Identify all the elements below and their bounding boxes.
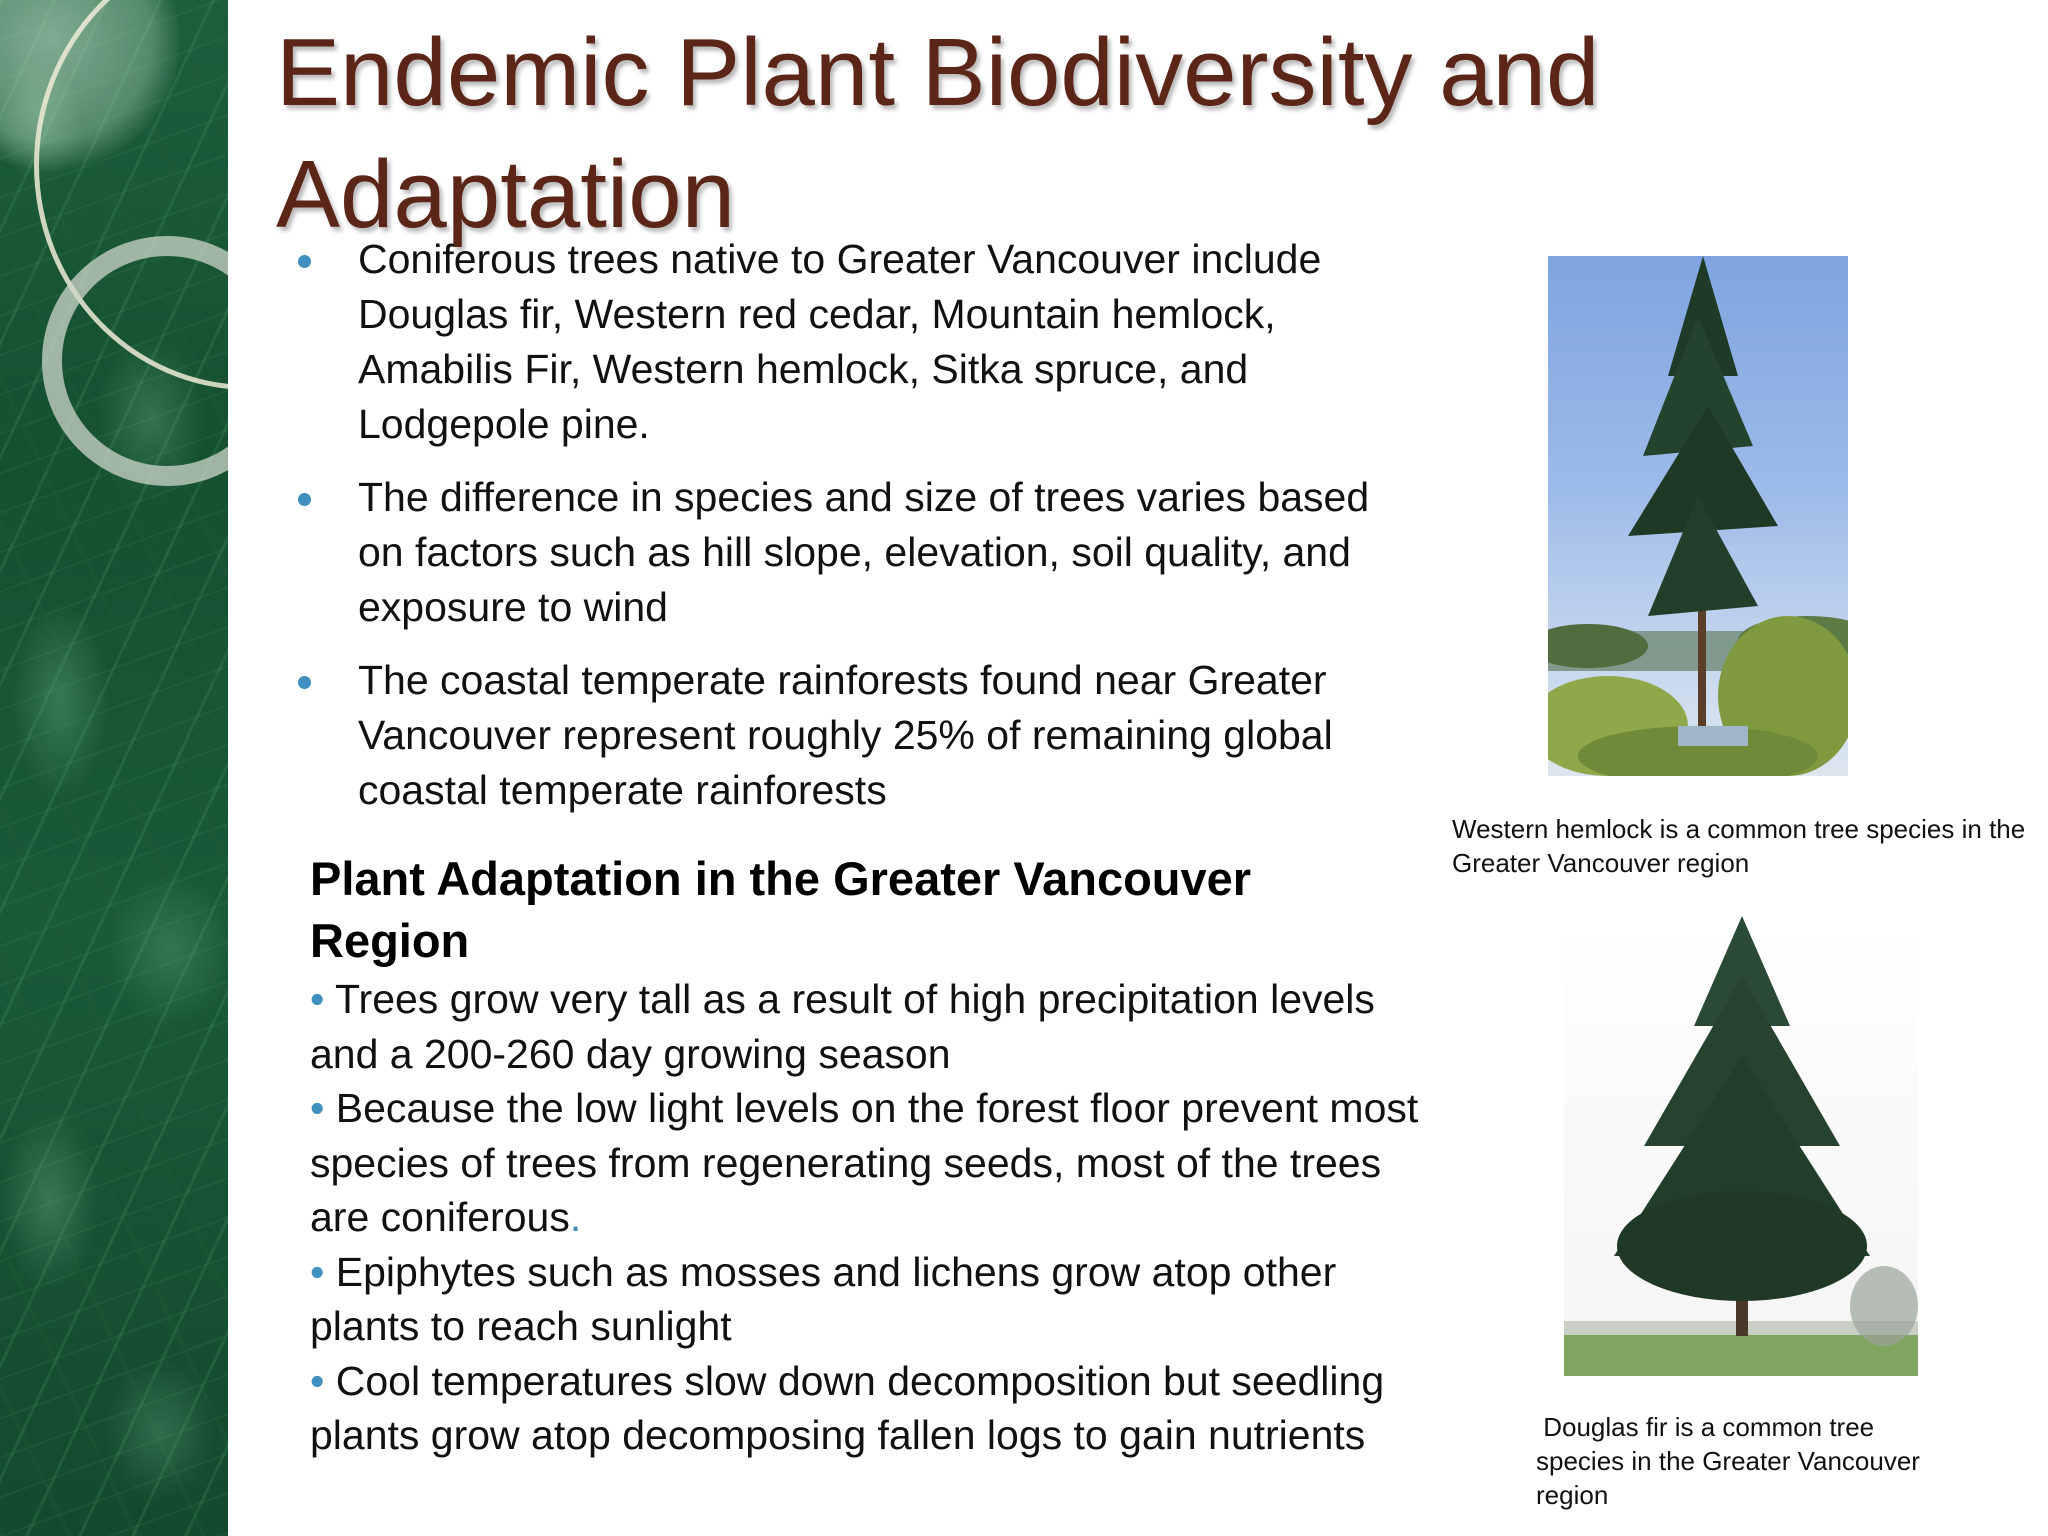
- adaptation-list: [310, 972, 1450, 1463]
- bullet-glyph: •: [310, 976, 325, 1022]
- decorative-sidebar: [0, 0, 228, 1536]
- bullet-text: The difference in species and size of trees varies based on factors such as hill slope, elevation, soil quality, and exposure to wind: [358, 474, 1370, 630]
- western-hemlock-caption: Western hemlock is a common tree species in the Greater Vancouver region: [1452, 814, 2026, 878]
- slide-title: Endemic Plant Biodiversity and Adaptation: [276, 19, 1600, 248]
- bullet-item: [296, 232, 1376, 452]
- adaptation-text: Cool temperatures slow down decomposition but seedling plants grow atop decomposing fallen logs to gain nutrients: [310, 1357, 1385, 1458]
- bullet-dot: [298, 255, 311, 268]
- western-hemlock-photo: [1548, 256, 1848, 776]
- douglas-fir-photo: [1564, 916, 1918, 1376]
- adaptation-text: Epiphytes such as mosses and lichens grow atop other plants to reach sunlight: [310, 1248, 1337, 1349]
- adaptation-item: [310, 1081, 1450, 1245]
- douglas-fir-caption: Douglas fir is a common tree species in the Greater Vancouver region: [1536, 1412, 1928, 1510]
- bullet-list: [296, 232, 1376, 836]
- tree-illustration: [1548, 256, 1848, 776]
- bullet-glyph: •: [310, 1357, 325, 1404]
- bullet-text: The coastal temperate rainforests found near Greater Vancouver represent roughly 25% of remaining global coastal temperate rainforests: [358, 657, 1333, 813]
- bullet-glyph: •: [310, 1248, 325, 1295]
- bullet-text: Coniferous trees native to Greater Vancouver include Douglas fir, Western red cedar, Mountain hemlock, Amabilis Fir, Western hemlock, Sitka spruce, and Lodgepole pine.: [358, 236, 1322, 447]
- adaptation-item: [310, 1245, 1450, 1354]
- adaptation-text: Trees grow very tall as a result of high precipitation levels and a 200-260 day growing season: [310, 976, 1375, 1077]
- bullet-dot: [298, 493, 311, 506]
- bullet-glyph: •: [310, 1085, 325, 1131]
- bullet-item: [296, 653, 1376, 818]
- accent-period: .: [569, 1194, 582, 1240]
- bullet-item: [296, 470, 1376, 635]
- adaptation-item: [310, 1354, 1450, 1463]
- tree-illustration: [1564, 916, 1918, 1376]
- adaptation-item: [310, 972, 1450, 1081]
- subheading: Plant Adaptation in the Greater Vancouver Region: [310, 852, 1252, 967]
- bullet-dot: [298, 676, 311, 689]
- adaptation-text: Because the low light levels on the forest floor prevent most species of trees from regenerating seeds, most of the trees are coniferous: [310, 1085, 1419, 1240]
